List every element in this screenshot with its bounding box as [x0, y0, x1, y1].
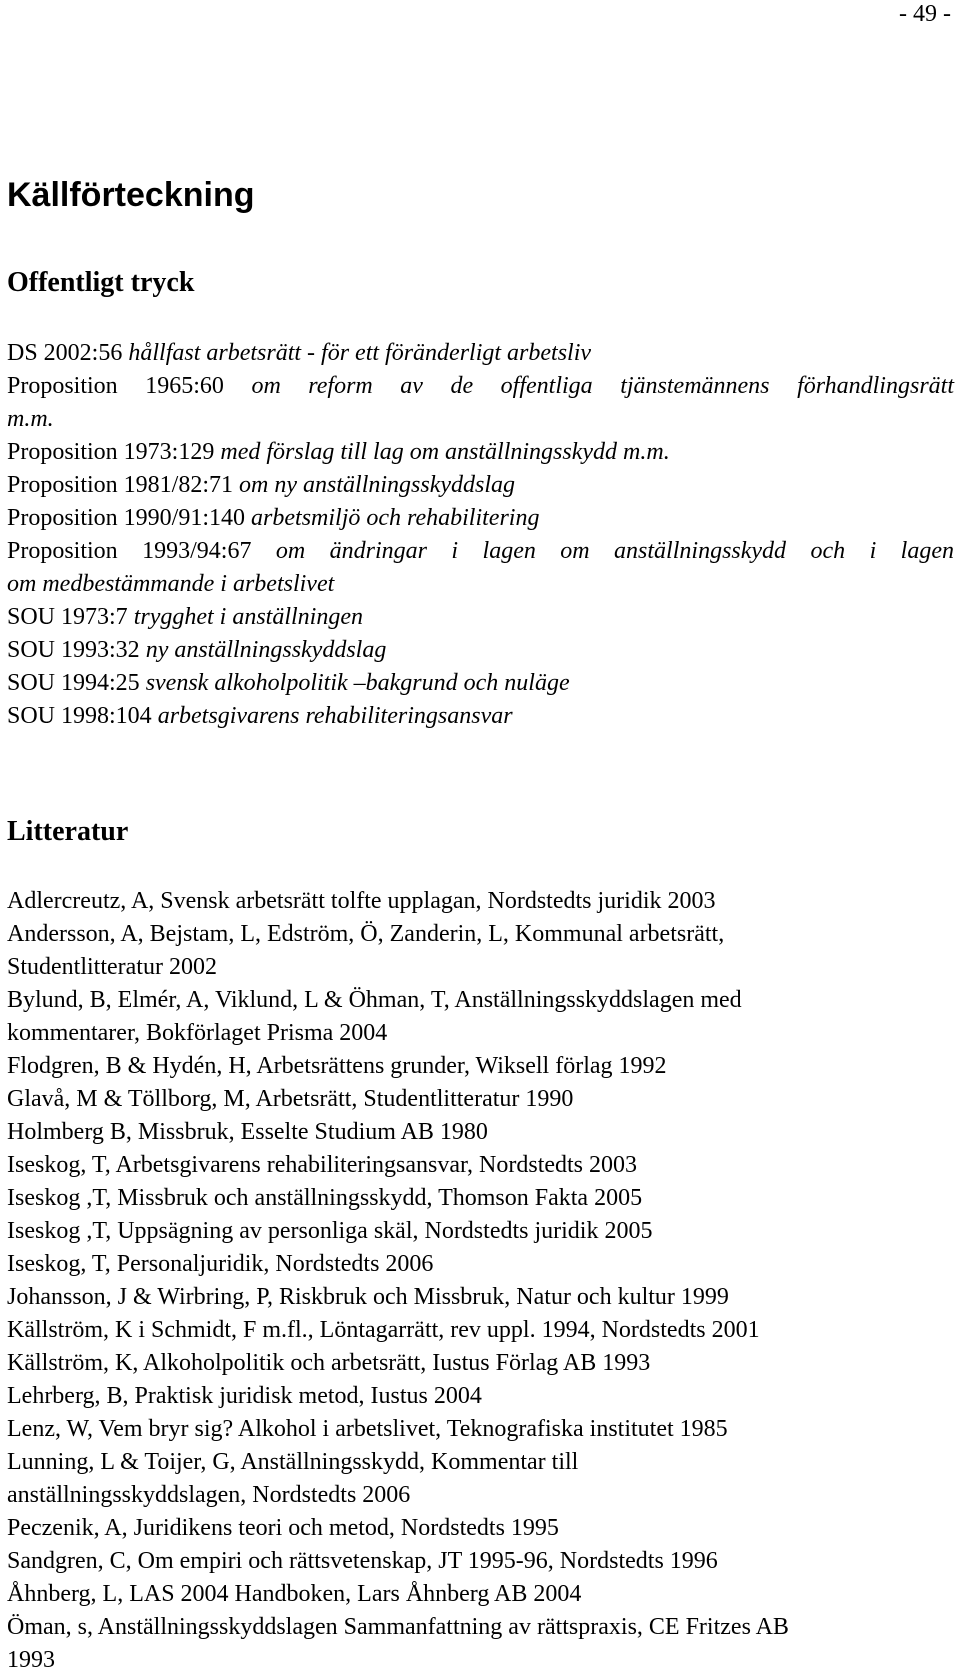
source-reference: Proposition 1973:129 — [7, 439, 221, 465]
section-heading-litteratur: Litteratur — [7, 816, 129, 847]
source-description: om ny anställningsskyddslag — [239, 472, 516, 498]
literature-line: Flodgren, B & Hydén, H, Arbetsrättens grunder, Wiksell förlag 1992 — [7, 1053, 667, 1079]
literature-line: Åhnberg, L, LAS 2004 Handboken, Lars Åhnberg AB 2004 — [7, 1581, 582, 1607]
literature-line: Lenz, W, Vem bryr sig? Alkohol i arbetslivet, Teknografiska institutet 1985 — [7, 1416, 728, 1442]
source-description: trygghet i anställningen — [133, 604, 363, 630]
source-description: m.m. — [7, 406, 54, 432]
literature-line: kommentarer, Bokförlaget Prisma 2004 — [7, 1020, 388, 1046]
literature-line: anställningsskyddslagen, Nordstedts 2006 — [7, 1482, 411, 1508]
public-source-line — [7, 535, 954, 568]
literature-line: Studentlitteratur 2002 — [7, 954, 217, 980]
source-description: om medbestämmande i arbetslivet — [7, 571, 335, 597]
public-source-line — [7, 601, 960, 634]
literature-line: Peczenik, A, Juridikens teori och metod, Nordstedts 1995 — [7, 1515, 559, 1541]
public-source-line — [7, 502, 960, 535]
source-reference: SOU 1973:7 — [7, 604, 134, 630]
literature-line: Andersson, A, Bejstam, L, Edström, Ö, Zanderin, L, Kommunal arbetsrätt, — [7, 921, 725, 947]
literature-line: Lunning, L & Toijer, G, Anställningsskydd, Kommentar till — [7, 1449, 579, 1475]
source-reference: Proposition 1993/94:67 — [7, 538, 276, 564]
literature-line: Adlercreutz, A, Svensk arbetsrätt tolfte upplagan, Nordstedts juridik 2003 — [7, 888, 716, 914]
literature-line: Iseskog ,T, Uppsägning av personliga skäl, Nordstedts juridik 2005 — [7, 1218, 653, 1244]
section-heading-offentligt-tryck: Offentligt tryck — [7, 267, 195, 298]
source-reference: Proposition 1990/91:140 — [7, 505, 252, 531]
public-source-line — [7, 634, 960, 667]
source-reference: SOU 1994:25 — [7, 670, 146, 696]
source-description: ny anställningsskyddslag — [145, 637, 387, 663]
public-source-line — [7, 436, 960, 469]
source-description: om ändringar i lagen om anställningsskydd och i lagen — [275, 538, 954, 564]
literature-line: Öman, s, Anställningsskyddslagen Sammanfattning av rättspraxis, CE Fritzes AB — [7, 1614, 789, 1640]
public-source-line — [7, 403, 960, 436]
public-source-line — [7, 568, 960, 601]
literature-line: 1993 — [7, 1647, 55, 1673]
source-description: med förslag till lag om anställningsskydd m.m. — [220, 439, 670, 465]
public-sources-list — [7, 337, 960, 733]
source-reference: SOU 1998:104 — [7, 703, 158, 729]
public-source-line — [7, 337, 960, 370]
public-source-line — [7, 667, 960, 700]
public-source-line — [7, 700, 960, 733]
source-description: svensk alkoholpolitik –bakgrund och nuläge — [145, 670, 570, 696]
literature-line: Holmberg B, Missbruk, Esselte Studium AB 1980 — [7, 1119, 488, 1145]
page-number: - 49 - — [899, 1, 951, 27]
source-description: arbetsgivarens rehabiliteringsansvar — [157, 703, 513, 729]
literature-line: Sandgren, C, Om empiri och rättsvetenskap, JT 1995-96, Nordstedts 1996 — [7, 1548, 718, 1574]
source-description: om reform av de offentliga tjänstemännens förhandlingsrätt — [251, 373, 954, 399]
literature-line: Iseskog, T, Personaljuridik, Nordstedts 2006 — [7, 1251, 434, 1277]
public-source-line — [7, 370, 954, 403]
literature-line: Iseskog, T, Arbetsgivarens rehabiliteringsansvar, Nordstedts 2003 — [7, 1152, 638, 1178]
source-reference: DS 2002:56 — [7, 340, 129, 366]
source-reference: Proposition 1965:60 — [7, 373, 252, 399]
source-description: hållfast arbetsrätt - för ett föränderligt arbetsliv — [128, 340, 592, 366]
literature-list — [7, 885, 960, 1677]
literature-line: Iseskog ,T, Missbruk och anställningsskydd, Thomson Fakta 2005 — [7, 1185, 643, 1211]
public-source-line — [7, 469, 960, 502]
page-title: Källförteckning — [7, 176, 255, 214]
literature-line: Källström, K, Alkoholpolitik och arbetsrätt, Iustus Förlag AB 1993 — [7, 1350, 651, 1376]
literature-line: Bylund, B, Elmér, A, Viklund, L & Öhman, T, Anställningsskyddslagen med — [7, 987, 742, 1013]
source-reference: Proposition 1981/82:71 — [7, 472, 240, 498]
source-reference: SOU 1993:32 — [7, 637, 146, 663]
literature-line: Källström, K i Schmidt, F m.fl., Löntagarrätt, rev uppl. 1994, Nordstedts 2001 — [7, 1317, 760, 1343]
literature-line: Johansson, J & Wirbring, P, Riskbruk och Missbruk, Natur och kultur 1999 — [7, 1284, 729, 1310]
source-description: arbetsmiljö och rehabilitering — [251, 505, 540, 531]
literature-line: Glavå, M & Töllborg, M, Arbetsrätt, Studentlitteratur 1990 — [7, 1086, 574, 1112]
literature-line: Lehrberg, B, Praktisk juridisk metod, Iustus 2004 — [7, 1383, 482, 1409]
